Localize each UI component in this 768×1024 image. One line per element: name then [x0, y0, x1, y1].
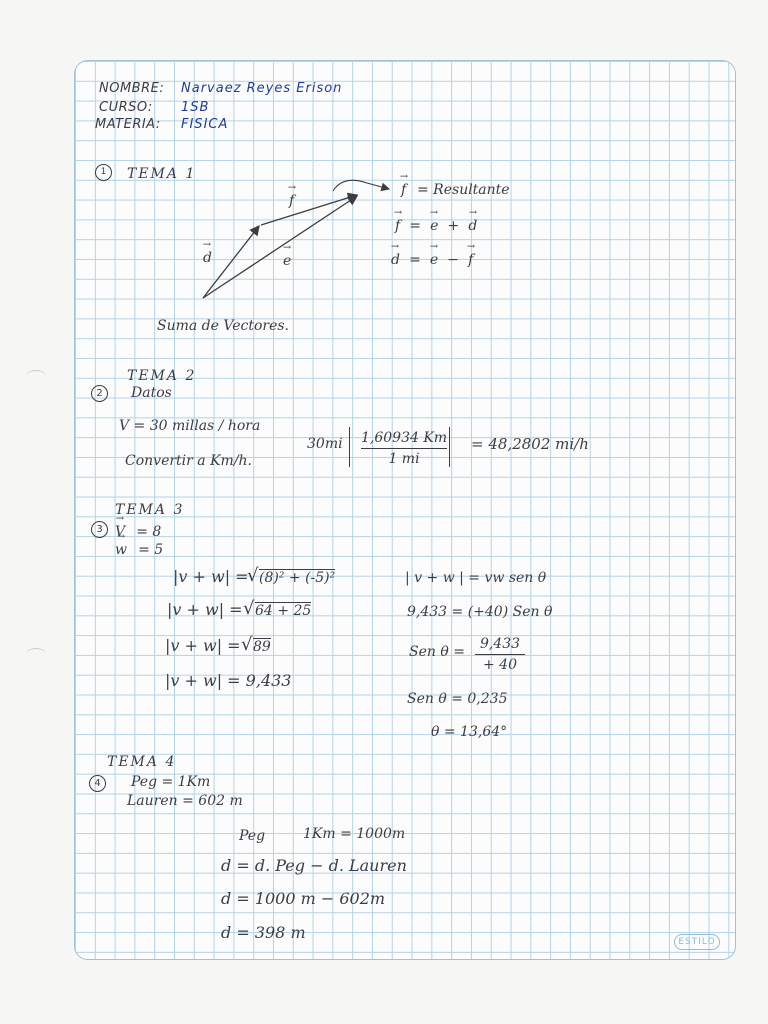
conversion-bar-right [449, 427, 450, 467]
grid-paper-sheet [74, 60, 736, 960]
tema2-task: Convertir a Km/h. [125, 453, 253, 469]
tema4-peg-data: Peg = 1Km [131, 774, 211, 790]
tema4-line4: d = 398 m [221, 923, 306, 942]
binder-hole-bottom [26, 648, 46, 661]
eq1-operator: + [447, 218, 460, 234]
conversion-numerator: 1,60934 Km [361, 430, 448, 446]
magnitude-line3-lhs: |v + w| = [165, 636, 241, 655]
symbol-w: → w [115, 543, 127, 557]
tema2-title: TEMA 2 [127, 368, 197, 384]
w-value: = 5 [138, 542, 164, 558]
magnitude-line3-radicand: 89 [253, 639, 271, 655]
angle-result: θ = 13,64° [431, 724, 508, 740]
magnitude-line2-radicand: 64 + 25 [255, 603, 312, 619]
tema4-line1-conversion: 1Km = 1000m [303, 826, 406, 842]
angle-line2: 9,433 = (+40) Sen θ [407, 604, 553, 620]
sqrt-sign-3: √ [241, 634, 253, 655]
angle-fraction [475, 637, 525, 672]
conversion-left-value: 30mi [307, 436, 343, 452]
vector-f-arrow [261, 195, 357, 225]
tema3-number-badge: 3 [91, 521, 108, 538]
eq1-equals: = [409, 218, 422, 234]
angle-fraction-denominator: + 40 [483, 657, 517, 673]
conversion-bar-left [349, 427, 350, 467]
angle-fraction-bar [475, 654, 525, 655]
magnitude-line2-lhs: |v + w| = [167, 600, 243, 619]
subject-value: FISICA [181, 117, 229, 132]
equation-f-sum [395, 215, 477, 234]
resultant-label: = Resultante [417, 182, 510, 198]
eq2-equals: = [409, 252, 421, 268]
vector-e-arrow [203, 196, 357, 298]
angle-line1: | v + w | = vw sen θ [405, 570, 547, 586]
resultant-f-symbol: → f [401, 183, 406, 197]
notebook-brand-stamp: ESTILO [674, 934, 720, 950]
label-vector-f: → f [289, 194, 294, 208]
angle-fraction-numerator: 9,433 [479, 636, 521, 652]
name-label: NOMBRE: [99, 81, 165, 96]
label-vector-d: → d [203, 251, 212, 265]
binder-hole-top [26, 370, 46, 383]
eq1-lhs: → f [395, 219, 400, 233]
tema4-lauren-data: Lauren = 602 m [127, 793, 243, 809]
tema2-number-badge: 2 [91, 385, 108, 402]
tema4-title: TEMA 4 [107, 754, 177, 770]
conversion-result: = 48,2802 mi/h [471, 435, 589, 453]
sqrt-sign-1: √ [247, 565, 259, 586]
conversion-fraction [361, 431, 447, 466]
tema1-caption: Suma de Vectores. [157, 318, 289, 334]
magnitude-line4: |v + w| = 9,433 [165, 671, 292, 690]
tema4-line2: d = d. Peg − d. Lauren [221, 856, 407, 875]
subject-label: MATERIA: [95, 117, 161, 132]
label-vector-e: → e [283, 254, 291, 268]
conversion-denominator: 1 mi [388, 451, 420, 467]
eq2-term-b: → f [468, 253, 473, 267]
magnitude-line1-radicand: (8)² + (-5)² [259, 570, 336, 586]
course-label: CURSO: [99, 100, 153, 115]
eq2-operator: − [447, 252, 460, 268]
tema2-datos-label: Datos [131, 385, 172, 401]
eq1-term-a: → e [430, 219, 438, 233]
tema2-velocity: V = 30 millas / hora [119, 418, 261, 434]
v-value: = 8 [136, 524, 162, 540]
tema3-title: TEMA 3 [115, 502, 185, 518]
magnitude-line1-lhs: |v + w| = [173, 567, 249, 586]
tema4-line1-label: Peg [239, 828, 266, 844]
resultant-pointer-arrow [333, 180, 389, 191]
tema1-number-badge: 1 [95, 164, 112, 181]
name-value: Narvaez Reyes Erison [181, 81, 343, 96]
angle-line4: Sen θ = 0,235 [407, 691, 508, 707]
equation-d-difference [391, 249, 473, 268]
symbol-v: → V [115, 525, 125, 539]
tema3-w-definition [115, 539, 163, 558]
tema4-line3: d = 1000 m − 602m [221, 889, 386, 908]
eq2-term-a: → e [430, 253, 438, 267]
angle-line3-lhs: Sen θ = [409, 644, 465, 660]
eq2-lhs: → d [391, 253, 400, 267]
sqrt-sign-2: √ [243, 598, 255, 619]
tema1-title: TEMA 1 [127, 166, 197, 182]
tema4-number-badge: 4 [89, 775, 106, 792]
course-value: 1SB [181, 100, 210, 115]
conversion-fraction-bar [361, 448, 447, 449]
eq1-term-b: → d [468, 219, 477, 233]
